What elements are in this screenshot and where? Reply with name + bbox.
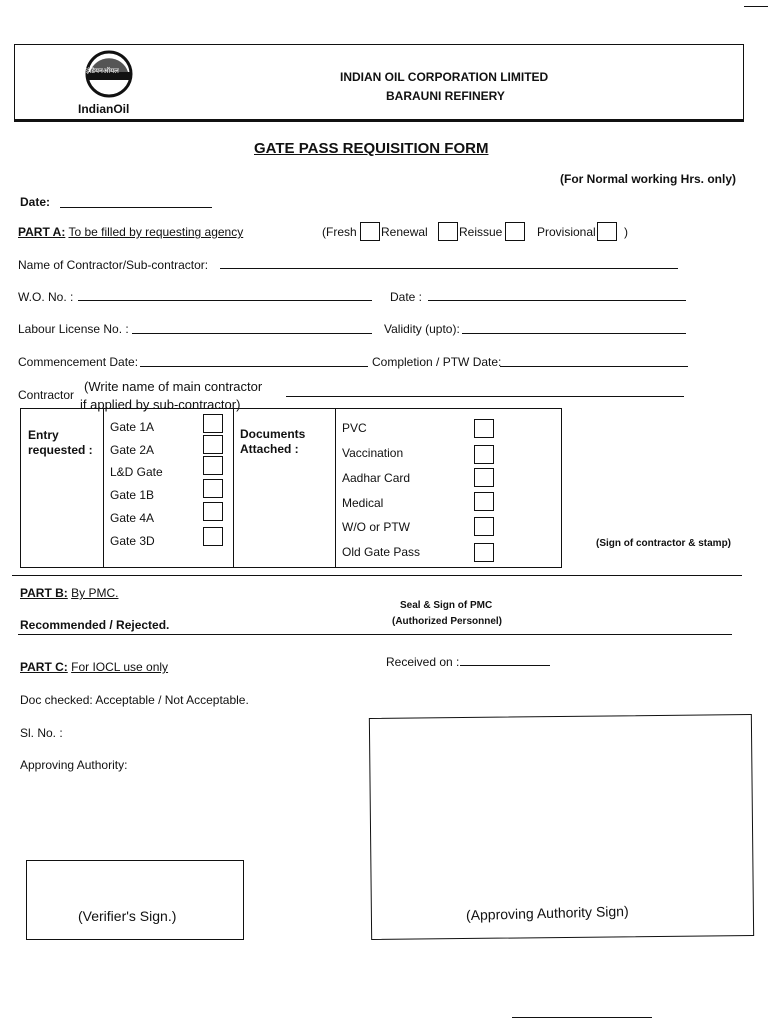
gate-ld-label: L&D Gate: [110, 465, 163, 479]
checkbox-provisional[interactable]: [597, 222, 617, 241]
validity-label: Validity (upto):: [384, 322, 460, 336]
part-b-separator: [18, 634, 732, 635]
commencement-date-field[interactable]: [140, 366, 368, 367]
checkbox-gate-1b[interactable]: [203, 479, 223, 498]
doc-medical-label: Medical: [342, 496, 384, 510]
checkbox-doc-aadhar[interactable]: [474, 468, 494, 487]
wo-number-field[interactable]: [78, 300, 372, 301]
checkbox-gate-ld[interactable]: [203, 456, 223, 475]
gate-4a-label: Gate 4A: [110, 511, 155, 525]
type-reissue-label: Reissue: [459, 225, 503, 239]
checkbox-fresh[interactable]: [360, 222, 380, 241]
type-provisional-label: Provisional: [537, 225, 596, 239]
part-a-label: PART A:: [18, 225, 66, 239]
contractor-note-1: (Write name of main contractor: [84, 379, 263, 394]
logo-text: IndianOil: [78, 102, 130, 116]
checkbox-reissue[interactable]: [505, 222, 525, 241]
completion-date-label: Completion / PTW Date:: [372, 355, 502, 369]
gate-2a-label: Gate 2A: [110, 443, 155, 457]
table-divider-1: [103, 408, 104, 568]
checkbox-gate-3d[interactable]: [203, 527, 223, 546]
logo-hindi-text: इंडियनऑयल: [86, 68, 119, 75]
gate-3d-label: Gate 3D: [110, 534, 155, 548]
part-a-separator: [12, 575, 742, 576]
part-b-label: PART B:: [20, 586, 68, 600]
validity-field[interactable]: [462, 333, 686, 334]
gate-1b-label: Gate 1B: [110, 488, 155, 502]
table-divider-3: [335, 408, 336, 568]
doc-wo-ptw-label: W/O or PTW: [342, 520, 410, 534]
approving-sign-label: (Approving Authority Sign): [465, 902, 629, 924]
completion-date-field[interactable]: [500, 366, 688, 367]
doc-aadhar-label: Aadhar Card: [342, 471, 411, 485]
table-divider-2: [233, 408, 234, 568]
contractor-note-2: if applied by sub-contractor): [80, 397, 241, 412]
checkbox-doc-wo-ptw[interactable]: [474, 517, 494, 536]
doc-checked-text: Doc checked:: [20, 693, 93, 707]
verifier-sign-label: (Verifier's Sign.): [78, 908, 177, 924]
part-b-heading: [20, 586, 118, 600]
labour-license-field[interactable]: [132, 333, 372, 334]
wo-date-label: Date :: [390, 290, 423, 304]
part-a-heading: [18, 225, 243, 239]
received-on-label: Received on :: [386, 655, 460, 669]
pmc-seal-label: Seal & Sign of PMC: [400, 600, 493, 611]
refinery-name: BARAUNI REFINERY: [386, 89, 505, 103]
pmc-authorized-label: (Authorized Personnel): [392, 616, 503, 627]
checkbox-doc-pvc[interactable]: [474, 419, 494, 438]
wo-number-label: W.O. No. :: [18, 290, 74, 304]
entry-label-1: Entry: [28, 428, 59, 442]
type-renewal-label: Renewal: [381, 225, 428, 239]
date-label: Date:: [20, 195, 51, 209]
verifier-sign-box[interactable]: [26, 860, 244, 940]
serial-number-label: Sl. No. :: [20, 726, 63, 740]
working-hours-note: (For Normal working Hrs. only): [560, 172, 737, 186]
checkbox-renewal[interactable]: [438, 222, 458, 241]
received-on-field[interactable]: [460, 665, 550, 666]
gate-1a-label: Gate 1A: [110, 420, 155, 434]
contractor-label: Contractor: [18, 388, 75, 402]
checkbox-doc-medical[interactable]: [474, 492, 494, 511]
doc-pvc-label: PVC: [342, 421, 367, 435]
doc-checked-value[interactable]: Acceptable / Not Acceptable.: [95, 693, 249, 707]
part-c-heading: [20, 660, 168, 674]
documents-label-1: Documents: [240, 427, 306, 441]
labour-license-label: Labour License No. :: [18, 322, 129, 336]
part-c-label: PART C:: [20, 660, 68, 674]
contractor-name-label: Name of Contractor/Sub-contractor:: [18, 258, 209, 272]
part-c-desc: For IOCL use only: [71, 660, 169, 674]
approving-authority-label: Approving Authority:: [20, 758, 128, 772]
date-field[interactable]: [60, 207, 212, 208]
commencement-date-label: Commencement Date:: [18, 355, 139, 369]
checkbox-doc-vaccination[interactable]: [474, 445, 494, 464]
part-b-desc: By PMC.: [71, 586, 119, 600]
entry-label-2: requested :: [28, 443, 93, 457]
wo-date-field[interactable]: [428, 300, 686, 301]
doc-vaccination-label: Vaccination: [342, 446, 404, 460]
recommended-rejected[interactable]: Recommended / Rejected.: [20, 618, 170, 632]
form-title: GATE PASS REQUISITION FORM: [254, 140, 489, 157]
contractor-field[interactable]: [286, 396, 684, 397]
contractor-sign-label: (Sign of contractor & stamp): [596, 538, 732, 549]
type-close-paren: ): [624, 225, 628, 239]
checkbox-gate-1a[interactable]: [203, 414, 223, 433]
type-fresh-label: (Fresh: [322, 225, 357, 239]
company-name: INDIAN OIL CORPORATION LIMITED: [340, 70, 549, 84]
contractor-name-field[interactable]: [220, 268, 678, 269]
checkbox-gate-2a[interactable]: [203, 435, 223, 454]
part-a-desc: To be filled by requesting agency: [68, 225, 244, 239]
doc-old-gate-pass-label: Old Gate Pass: [342, 545, 421, 559]
scan-mark-bottom: [512, 1017, 652, 1018]
documents-label-2: Attached :: [240, 442, 299, 456]
scan-mark-top-right: [744, 6, 768, 7]
doc-checked-label: [20, 693, 249, 707]
checkbox-gate-4a[interactable]: [203, 502, 223, 521]
checkbox-doc-old-gate-pass[interactable]: [474, 543, 494, 562]
